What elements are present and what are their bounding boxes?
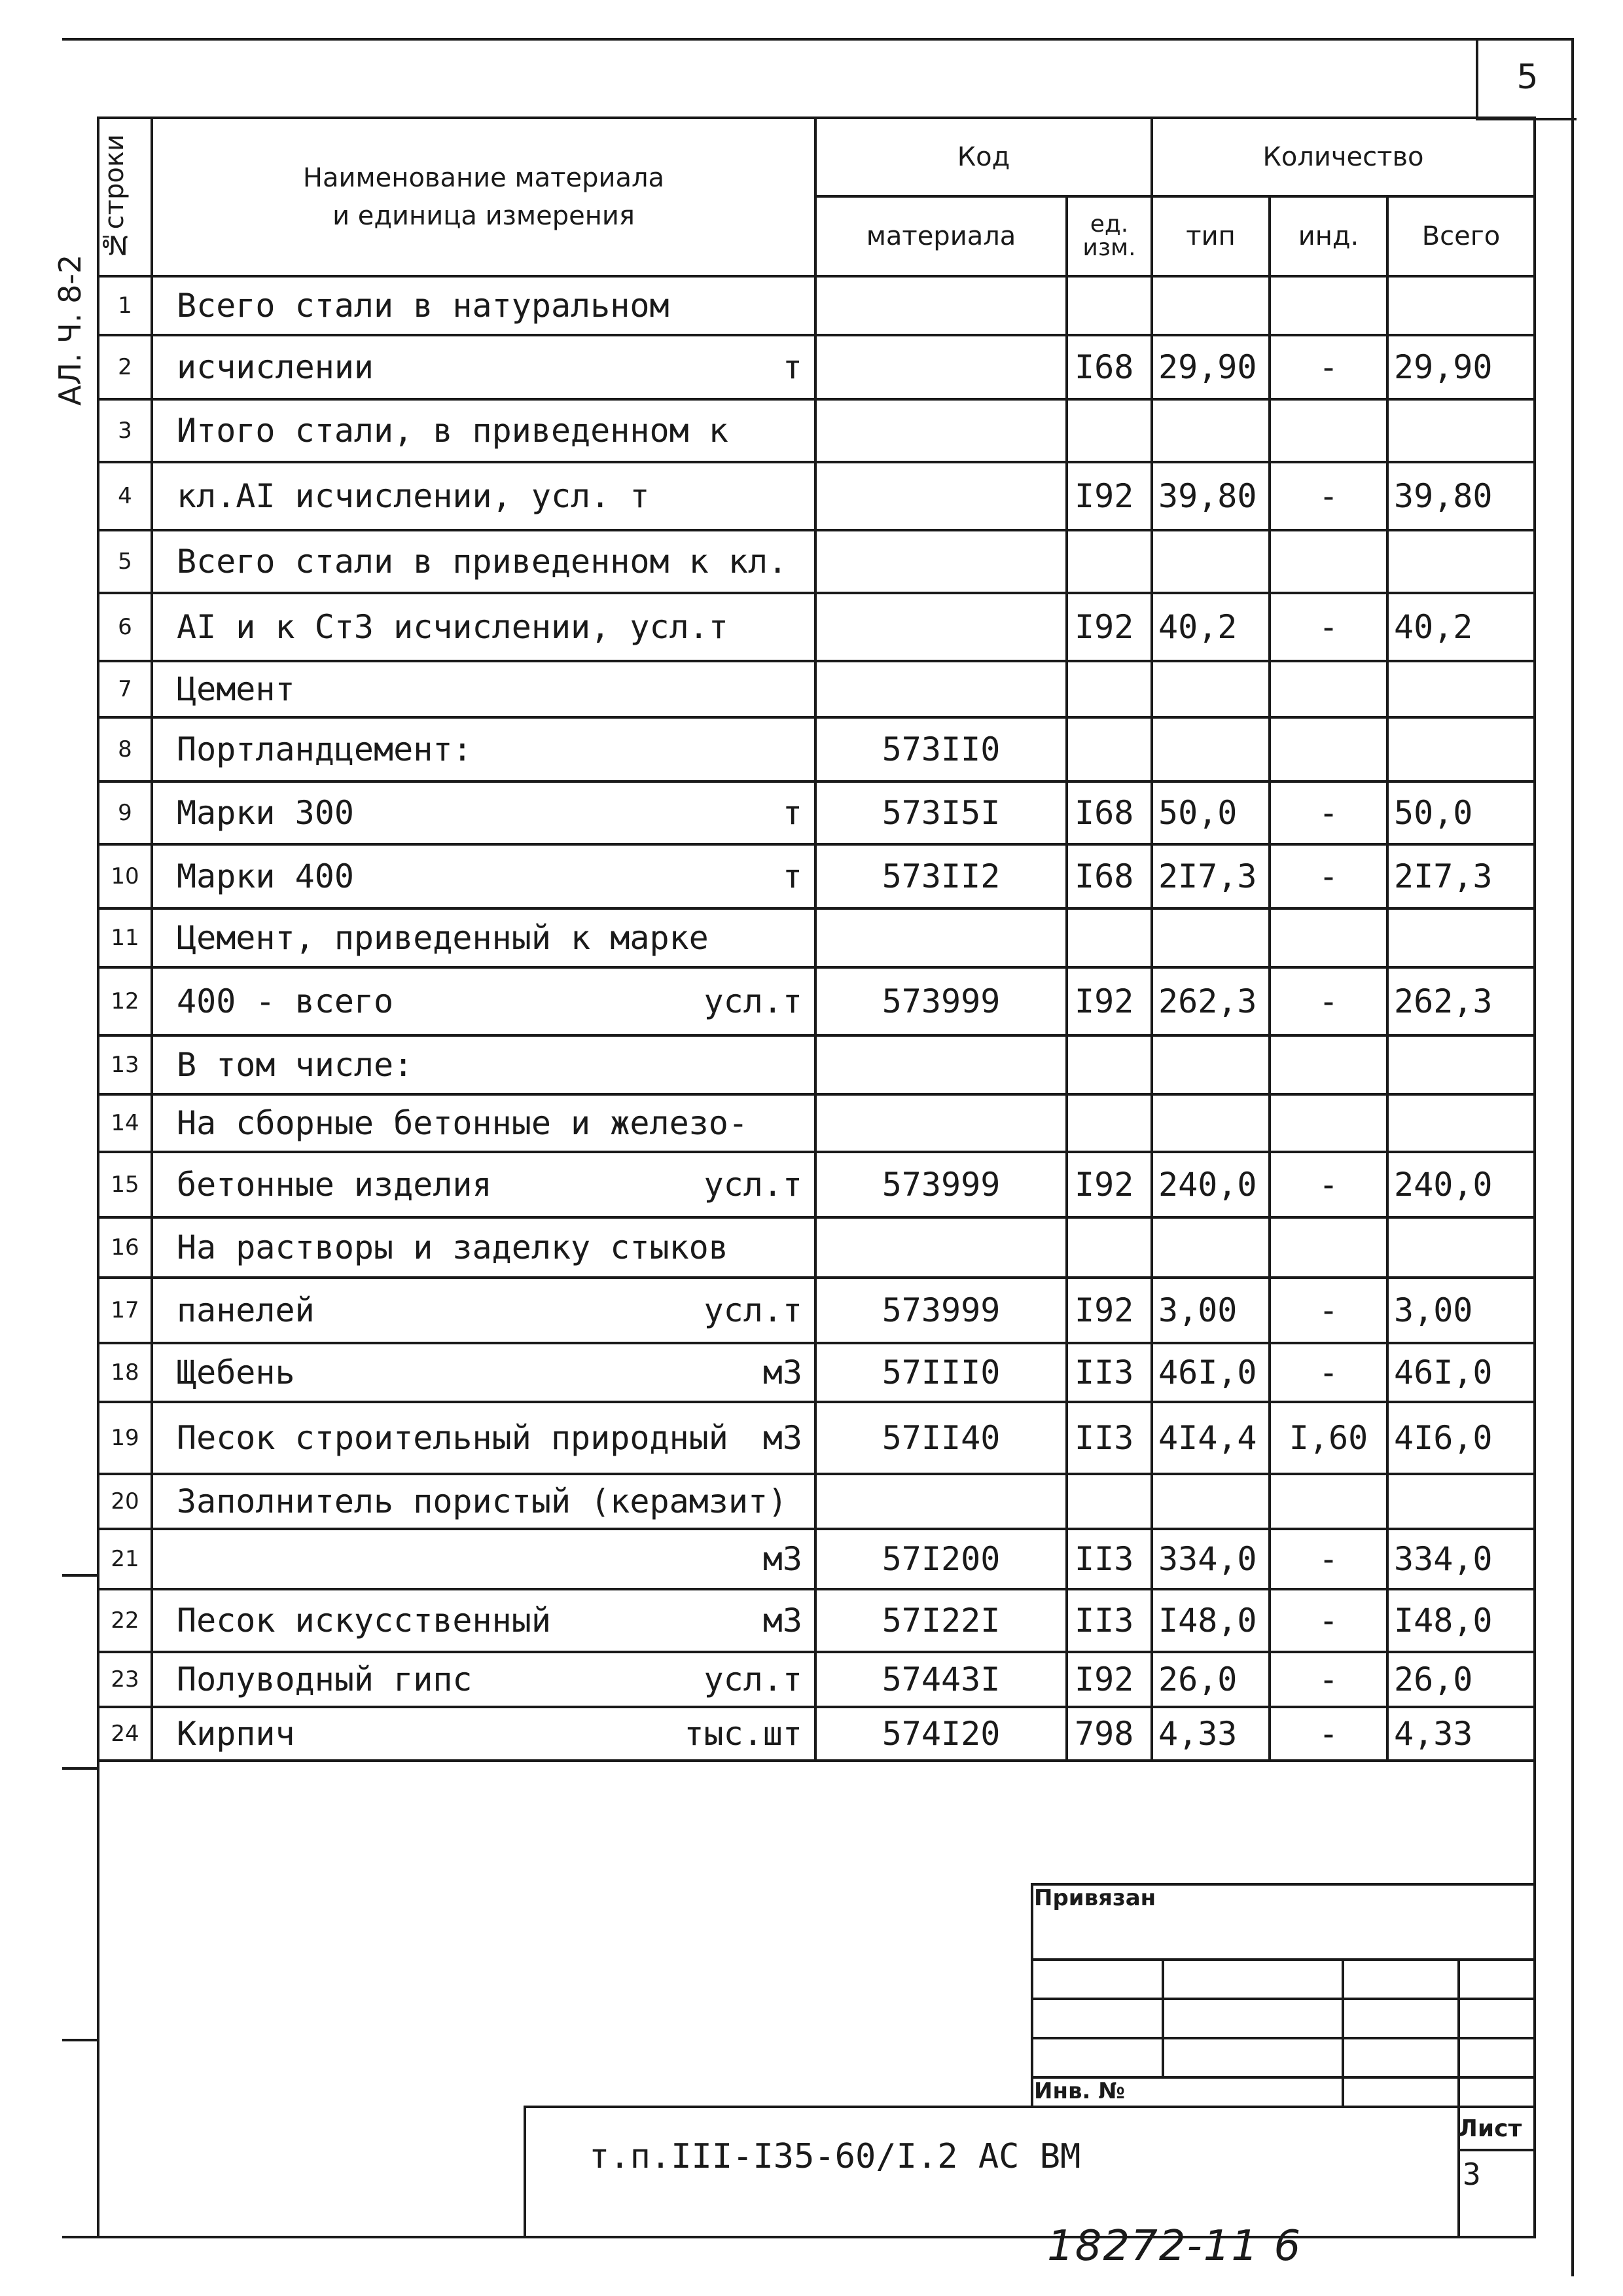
top-rule [62, 38, 1574, 41]
unit-code [1067, 1217, 1152, 1278]
qty-total: 4,33 [1387, 1707, 1535, 1761]
qty-total [1387, 276, 1535, 335]
qty-total: 39,80 [1387, 462, 1535, 530]
unit-code [1067, 1094, 1152, 1152]
material-name [152, 908, 815, 967]
stamp-col-3 [1457, 1958, 1460, 2237]
material-code: 573II0 [815, 717, 1067, 781]
row-number: 1 [98, 276, 152, 335]
material-code [815, 1217, 1067, 1278]
stamp-inv-label: Инв. № [1034, 2078, 1126, 2104]
material-name [152, 462, 815, 530]
qty-ind [1270, 1035, 1387, 1094]
material-unit-text: м3 [762, 1602, 802, 1640]
row-number: 4 [98, 462, 152, 530]
material-code: 574I20 [815, 1707, 1067, 1761]
material-code [815, 462, 1067, 530]
qty-total: 262,3 [1387, 967, 1535, 1035]
material-code [815, 908, 1067, 967]
row-number: 6 [98, 593, 152, 661]
material-name [152, 781, 815, 844]
row-number: 3 [98, 399, 152, 462]
row-number: 17 [98, 1278, 152, 1343]
table-row [98, 1343, 1535, 1402]
stamp-row-3 [1031, 2037, 1536, 2039]
material-name-text: Марки 400 [177, 857, 354, 895]
material-name [152, 1217, 815, 1278]
material-unit-text: т [782, 794, 802, 832]
material-unit-text: усл.т [704, 1660, 802, 1698]
unit-code [1067, 399, 1152, 462]
material-code [815, 276, 1067, 335]
qty-ind: - [1270, 967, 1387, 1035]
table-row [98, 1035, 1535, 1094]
unit-code [1067, 908, 1152, 967]
qty-type: 46I,0 [1152, 1343, 1270, 1402]
unit-code: I68 [1067, 844, 1152, 908]
material-unit-text: м3 [762, 1540, 802, 1578]
row-number: 10 [98, 844, 152, 908]
qty-type [1152, 276, 1270, 335]
qty-type: 50,0 [1152, 781, 1270, 844]
material-name-text: Кирпич [177, 1715, 295, 1753]
material-code: 57443I [815, 1652, 1067, 1707]
material-name-text: Марки 300 [177, 794, 354, 832]
qty-total: 46I,0 [1387, 1343, 1535, 1402]
material-code [815, 335, 1067, 399]
table-row [98, 335, 1535, 399]
row-number: 13 [98, 1035, 152, 1094]
material-name-text: АI и к Ст3 исчислении, усл.т [177, 608, 728, 646]
unit-code: I92 [1067, 1152, 1152, 1217]
table-row [98, 1217, 1535, 1278]
qty-total: 29,90 [1387, 335, 1535, 399]
table-row [98, 399, 1535, 462]
qty-total: 334,0 [1387, 1529, 1535, 1589]
row-number: 21 [98, 1529, 152, 1589]
qty-type [1152, 1094, 1270, 1152]
qty-ind: - [1270, 1707, 1387, 1761]
material-unit-text: усл.т [704, 982, 802, 1020]
row-number: 16 [98, 1217, 152, 1278]
material-name [152, 530, 815, 593]
table-row [98, 967, 1535, 1035]
stamp-col-1 [1162, 1958, 1164, 2076]
stamp-row-1 [1031, 1958, 1536, 1961]
material-name-text: Полуводный гипс [177, 1660, 473, 1698]
qty-ind: - [1270, 844, 1387, 908]
qty-total: 26,0 [1387, 1652, 1535, 1707]
qty-type: 334,0 [1152, 1529, 1270, 1589]
qty-type: 26,0 [1152, 1652, 1270, 1707]
right-outer-border [1571, 38, 1574, 2276]
material-code: 573999 [815, 1152, 1067, 1217]
unit-code: II3 [1067, 1343, 1152, 1402]
material-name [152, 1343, 815, 1402]
material-code: 573999 [815, 1278, 1067, 1343]
qty-ind: - [1270, 1152, 1387, 1217]
row-number: 11 [98, 908, 152, 967]
qty-ind: - [1270, 335, 1387, 399]
stamp-bound-label: Привязан [1034, 1885, 1156, 1911]
table-row [98, 462, 1535, 530]
material-name-text: 400 - всего [177, 982, 394, 1020]
margin-tick-3 [62, 2039, 99, 2041]
table-row [98, 661, 1535, 717]
material-name-text: Песок искусственный [177, 1602, 551, 1640]
material-unit-text: м3 [762, 1419, 802, 1457]
row-number: 22 [98, 1589, 152, 1652]
qty-ind [1270, 399, 1387, 462]
material-name [152, 1474, 815, 1529]
material-unit-text: м3 [762, 1354, 802, 1391]
bottom-border [62, 2236, 1536, 2238]
unit-code: I68 [1067, 781, 1152, 844]
material-name-text: Заполнитель пористый (керамзит) [177, 1482, 788, 1520]
qty-type [1152, 1474, 1270, 1529]
qty-total: 3,00 [1387, 1278, 1535, 1343]
material-name-text: На растворы и заделку стыков [177, 1229, 728, 1266]
row-number: 20 [98, 1474, 152, 1529]
qty-type [1152, 908, 1270, 967]
table-row [98, 276, 1535, 335]
material-name [152, 1402, 815, 1474]
material-name [152, 399, 815, 462]
unit-code: I92 [1067, 593, 1152, 661]
material-name-text: Цемент, приведенный к марке [177, 919, 709, 957]
material-name [152, 1152, 815, 1217]
table-row [98, 1474, 1535, 1529]
material-code [815, 661, 1067, 717]
material-name [152, 1035, 815, 1094]
unit-code [1067, 1474, 1152, 1529]
qty-ind: - [1270, 1652, 1387, 1707]
material-unit-text: усл.т [704, 1291, 802, 1329]
qty-ind: - [1270, 593, 1387, 661]
material-name [152, 1278, 815, 1343]
qty-total [1387, 530, 1535, 593]
qty-total [1387, 399, 1535, 462]
margin-tick-2 [62, 1767, 99, 1770]
material-unit-text: т [782, 348, 802, 386]
qty-type: 3,00 [1152, 1278, 1270, 1343]
page-number-box [1476, 41, 1577, 120]
material-name-text: Итого стали, в приведенном к [177, 412, 728, 450]
doc-block-top [524, 2106, 1536, 2108]
qty-type: 39,80 [1152, 462, 1270, 530]
qty-type [1152, 661, 1270, 717]
qty-ind [1270, 661, 1387, 717]
material-code [815, 1035, 1067, 1094]
table-row [98, 1707, 1535, 1761]
material-code [815, 1474, 1067, 1529]
qty-ind: - [1270, 1529, 1387, 1589]
qty-type [1152, 1035, 1270, 1094]
qty-ind: - [1270, 1343, 1387, 1402]
qty-ind [1270, 276, 1387, 335]
material-code [815, 399, 1067, 462]
doc-block-left [524, 2106, 526, 2236]
stamp-row-2 [1031, 1998, 1536, 2000]
row-number: 14 [98, 1094, 152, 1152]
material-name [152, 593, 815, 661]
material-name-text: Щебень [177, 1354, 295, 1391]
row-number: 18 [98, 1343, 152, 1402]
qty-total [1387, 1094, 1535, 1152]
row-number: 2 [98, 335, 152, 399]
material-code: 57II40 [815, 1402, 1067, 1474]
material-name [152, 1707, 815, 1761]
material-name-text: На сборные бетонные и железо- [177, 1104, 748, 1142]
material-unit-text: усл.т [704, 1166, 802, 1204]
table-row [98, 1652, 1535, 1707]
row-number: 5 [98, 530, 152, 593]
table-row [98, 1278, 1535, 1343]
unit-code [1067, 276, 1152, 335]
table-row [98, 844, 1535, 908]
table-row [98, 1589, 1535, 1652]
qty-total: 240,0 [1387, 1152, 1535, 1217]
table-row [98, 530, 1535, 593]
material-name-text: кл.АI исчислении, усл. т [177, 477, 650, 515]
material-name-text: Портландцемент: [177, 730, 473, 768]
archive-number: 18272-11 6 [1047, 2222, 1302, 2270]
table-row [98, 781, 1535, 844]
qty-ind: - [1270, 462, 1387, 530]
sheet-label: Лист [1458, 2115, 1522, 2142]
unit-code [1067, 530, 1152, 593]
material-name [152, 1652, 815, 1707]
unit-code [1067, 717, 1152, 781]
row-number: 7 [98, 661, 152, 717]
table-row [98, 1094, 1535, 1152]
material-code: 573II2 [815, 844, 1067, 908]
material-name-text: В том числе: [177, 1046, 414, 1084]
unit-code: I92 [1067, 1278, 1152, 1343]
unit-code: II3 [1067, 1402, 1152, 1474]
material-name-text: Песок строительный природный [177, 1419, 728, 1457]
header-name: Наименование материала и единица измерения [152, 118, 815, 276]
stamp-col-2 [1342, 1958, 1344, 2106]
material-code [815, 593, 1067, 661]
material-unit-text: т [782, 857, 802, 895]
unit-code: I92 [1067, 1652, 1152, 1707]
material-code: 573999 [815, 967, 1067, 1035]
row-number: 24 [98, 1707, 152, 1761]
qty-ind [1270, 1474, 1387, 1529]
materials-table [97, 117, 1536, 1762]
qty-ind [1270, 1217, 1387, 1278]
unit-code: II3 [1067, 1529, 1152, 1589]
header-code-material: материала [815, 196, 1067, 276]
stamp-left [1031, 1883, 1033, 2106]
material-name-text: панелей [177, 1291, 315, 1329]
header-code: Код [815, 118, 1152, 196]
table-row [98, 717, 1535, 781]
material-name-text: Цемент [177, 670, 295, 708]
unit-code: 798 [1067, 1707, 1152, 1761]
material-name [152, 661, 815, 717]
document-code: т.п.III-I35-60/I.2 АС ВМ [589, 2137, 1081, 2176]
unit-code: I68 [1067, 335, 1152, 399]
row-number: 12 [98, 967, 152, 1035]
qty-ind: - [1270, 1278, 1387, 1343]
qty-type [1152, 717, 1270, 781]
table-row [98, 1529, 1535, 1589]
material-code: 57I200 [815, 1529, 1067, 1589]
material-code [815, 1094, 1067, 1152]
qty-ind: I,60 [1270, 1402, 1387, 1474]
qty-type [1152, 1217, 1270, 1278]
qty-total [1387, 908, 1535, 967]
material-name-text: Всего стали в приведенном к кл. [177, 543, 788, 581]
qty-total [1387, 1217, 1535, 1278]
header-qty-total: Всего [1387, 196, 1535, 276]
table-body [98, 276, 1535, 1761]
material-name [152, 717, 815, 781]
table-row [98, 908, 1535, 967]
material-code: 57I22I [815, 1589, 1067, 1652]
margin-tick-1 [62, 1574, 99, 1577]
material-code [815, 530, 1067, 593]
unit-code: I92 [1067, 967, 1152, 1035]
qty-total: 4I6,0 [1387, 1402, 1535, 1474]
qty-total [1387, 717, 1535, 781]
qty-total: I48,0 [1387, 1589, 1535, 1652]
header-qty-ind: инд. [1270, 196, 1387, 276]
header-quantity: Количество [1152, 118, 1535, 196]
qty-ind [1270, 717, 1387, 781]
material-name [152, 1094, 815, 1152]
qty-ind: - [1270, 1589, 1387, 1652]
qty-type: 4,33 [1152, 1707, 1270, 1761]
header-qty-type: тип [1152, 196, 1270, 276]
qty-total [1387, 1035, 1535, 1094]
qty-total: 50,0 [1387, 781, 1535, 844]
qty-type: 40,2 [1152, 593, 1270, 661]
material-name [152, 844, 815, 908]
material-name [152, 335, 815, 399]
header-code-unit: ед. изм. [1067, 196, 1152, 276]
material-unit-text: тыс.шт [684, 1715, 802, 1753]
qty-type [1152, 530, 1270, 593]
material-name-text: Всего стали в натуральном [177, 287, 669, 325]
unit-code [1067, 1035, 1152, 1094]
sheet-number: 3 [1463, 2157, 1481, 2192]
material-name-text: бетонные изделия [177, 1166, 492, 1204]
material-code: 57III0 [815, 1343, 1067, 1402]
qty-type: 240,0 [1152, 1152, 1270, 1217]
row-number: 8 [98, 717, 152, 781]
qty-ind [1270, 530, 1387, 593]
qty-type: I48,0 [1152, 1589, 1270, 1652]
material-name [152, 1529, 815, 1589]
table-row [98, 1152, 1535, 1217]
qty-type: 29,90 [1152, 335, 1270, 399]
qty-total: 40,2 [1387, 593, 1535, 661]
row-number: 9 [98, 781, 152, 844]
row-number: 19 [98, 1402, 152, 1474]
material-name-text: исчислении [177, 348, 374, 386]
material-code: 573I5I [815, 781, 1067, 844]
qty-ind [1270, 908, 1387, 967]
qty-total: 2I7,3 [1387, 844, 1535, 908]
qty-type: 262,3 [1152, 967, 1270, 1035]
row-number: 23 [98, 1652, 152, 1707]
table-row [98, 593, 1535, 661]
side-label: АЛ. Ч. 8-2 [52, 254, 88, 406]
sheet-divider [1457, 2149, 1536, 2151]
qty-total [1387, 661, 1535, 717]
material-name [152, 1589, 815, 1652]
unit-code: I92 [1067, 462, 1152, 530]
qty-type: 2I7,3 [1152, 844, 1270, 908]
material-name [152, 276, 815, 335]
unit-code [1067, 661, 1152, 717]
page-number: 5 [1516, 58, 1539, 97]
unit-code: II3 [1067, 1589, 1152, 1652]
qty-ind [1270, 1094, 1387, 1152]
qty-ind: - [1270, 781, 1387, 844]
row-number: 15 [98, 1152, 152, 1217]
qty-type: 4I4,4 [1152, 1402, 1270, 1474]
qty-total [1387, 1474, 1535, 1529]
table-row [98, 1402, 1535, 1474]
header-row-no: №строки [98, 118, 152, 276]
qty-type [1152, 399, 1270, 462]
material-name [152, 967, 815, 1035]
